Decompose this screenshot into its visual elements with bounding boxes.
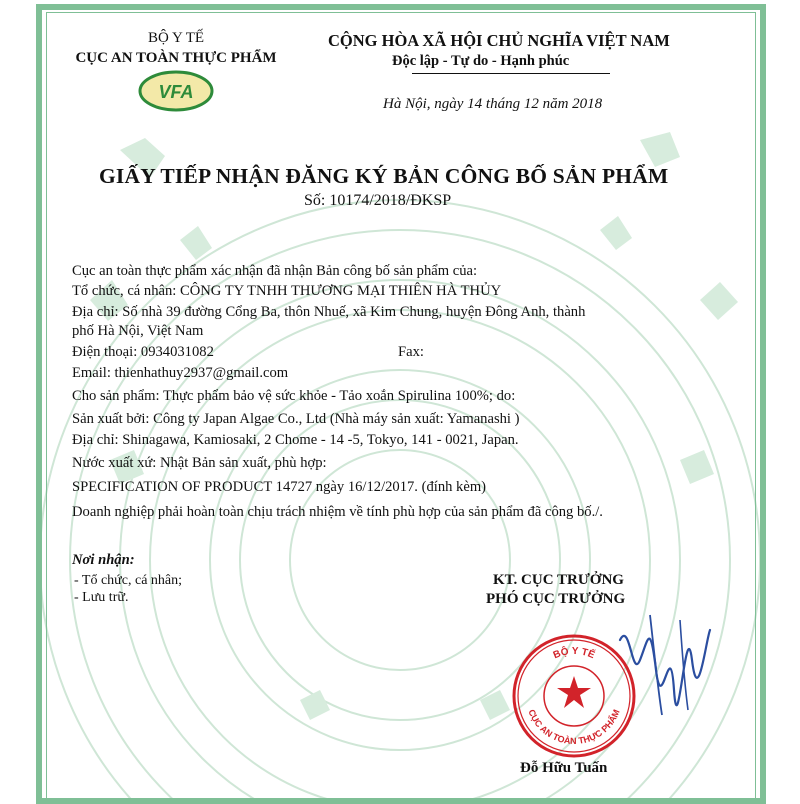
document-title: GIẤY TIẾP NHẬN ĐĂNG KÝ BẢN CÔNG BỐ SẢN PHẨM [99,164,669,188]
signatory-title-2: PHÓ CỤC TRƯỞNG [486,591,626,607]
manufacturer-line: Sản xuất bởi: Công ty Japan Algae Co., Ltd (Nhà máy sản xuất: Yamanashi ) [72,411,520,427]
seal-top-text: BỘ Y TẾ [551,645,597,662]
motto: Độc lập - Tự do - Hạnh phúc [392,53,570,69]
vfa-logo-text: VFA [158,82,194,102]
country-name: CỘNG HÒA XÃ HỘI CHỦ NGHĨA VIỆT NAM [328,31,670,50]
star-icon [557,676,591,708]
origin-line: Nước xuất xứ: Nhật Bản sản xuất, phù hợp: [72,455,327,471]
document-number: Số: 10174/2018/ĐKSP [304,192,452,209]
vfa-logo [136,68,216,114]
recipients-label: Nơi nhận: [72,552,135,568]
manufacturer-address-line: Địa chỉ: Shinagawa, Kamiosaki, 2 Chome - 14 -5, Tokyo, 141 - 0021, Japan. [72,432,519,448]
ministry-name: BỘ Y TẾ [147,30,205,46]
address-line-2: phố Hà Nội, Việt Nam [72,323,204,339]
signatory-name: Đỗ Hữu Tuấn [520,760,608,776]
intro-line: Cục an toàn thực phẩm xác nhận đã nhận Bản công bố sản phẩm của: [72,263,478,279]
agency-name: CỤC AN TOÀN THỰC PHẨM [75,50,277,66]
recipient-item: - Lưu trữ. [74,590,129,605]
organization-line: Tổ chức, cá nhân: CÔNG TY TNHH THƯƠNG MẠI THIÊN HÀ THỦY [72,283,502,299]
specification-line: SPECIFICATION OF PRODUCT 14727 ngày 16/12/2017. (đính kèm) [72,479,487,495]
phone-line: Điện thoại: 0934031082 [72,344,214,360]
responsibility-line: Doanh nghiệp phải hoàn toàn chịu trách nhiệm về tính phù hợp của sản phẩm đã công bố./. [72,504,603,520]
fax-line: Fax: [398,344,424,360]
product-line: Cho sản phẩm: Thực phẩm bảo vệ sức khỏe - Tảo xoắn Spirulina 100%; do: [72,388,516,404]
place-date: Hà Nội, ngày 14 tháng 12 năm 2018 [383,96,603,112]
email-line: Email: thienhathuy2937@gmail.com [72,365,289,381]
motto-underline [412,73,610,74]
handwritten-signature [610,600,720,720]
svg-text:BỘ Y TẾ [552,644,598,661]
signatory-title-1: KT. CỤC TRƯỞNG [493,572,624,588]
recipient-item: - Tổ chức, cá nhân; [74,573,183,588]
address-line-1: Địa chỉ: Số nhà 39 đường Cổng Ba, thôn Nhuế, xã Kim Chung, huyện Đông Anh, thành [72,304,586,320]
seal-bottom-text: CỤC AN TOÀN THỰC PHẨM [526,707,622,747]
